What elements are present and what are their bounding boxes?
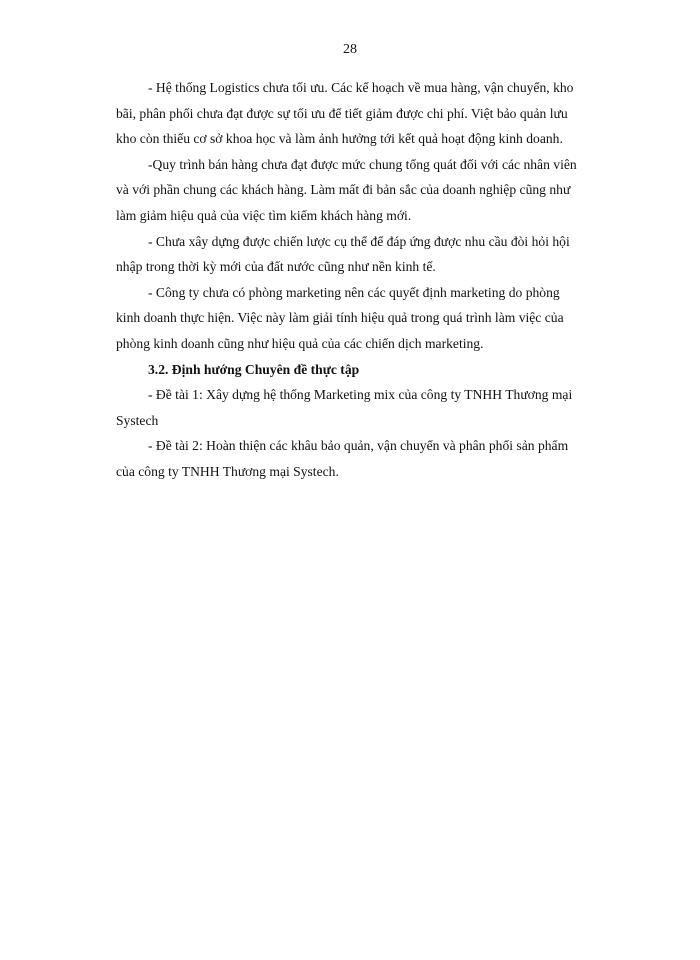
paragraph-logistics: - Hệ thống Logistics chưa tối ưu. Các kế hoạch về mua hàng, vận chuyển, kho bãi, phân phối chưa đạt được sự tối ưu để tiết giảm được chi phí. Việt bảo quản lưu kho còn thiếu cơ sở khoa học và làm ảnh hưởng tới kết quả hoạt động kinh doanh.	[116, 80, 574, 147]
topic-2: - Đề tài 2: Hoàn thiện các khâu bảo quản, vận chuyển và phân phối sản phẩm của công ty TNHH Thương mại Systech.	[116, 438, 569, 479]
paragraph-sales-process: -Quy trình bán hàng chưa đạt được mức chung tổng quát đối với các nhân viên và với phần chung các khách hàng. Làm mất đi bản sắc của doanh nghiệp cũng như làm giảm hiệu quả của việc tìm kiếm khách hàng mới.	[116, 156, 577, 223]
section-heading: 3.2. Định hướng Chuyên đề thực tập	[148, 361, 360, 377]
paragraph-marketing-department: - Công ty chưa có phòng marketing nên các quyết định marketing do phòng kinh doanh thực hiện. Việc này làm giải tính hiệu quả trong quá trình làm việc của phòng kinh doanh cũng như hiệu quả của các chiến dịch marketing.	[116, 284, 564, 351]
paragraph-strategy: - Chưa xây dựng được chiến lược cụ thể để đáp ứng được nhu cầu đòi hỏi hội nhập trong thời kỳ mới của đất nước cũng như nền kinh tế.	[116, 233, 570, 275]
document-body	[116, 75, 632, 485]
page-number: 28	[343, 42, 357, 57]
topic-1: - Đề tài 1: Xây dựng hệ thống Marketing mix của công ty TNHH Thương mại Systech	[116, 387, 573, 428]
